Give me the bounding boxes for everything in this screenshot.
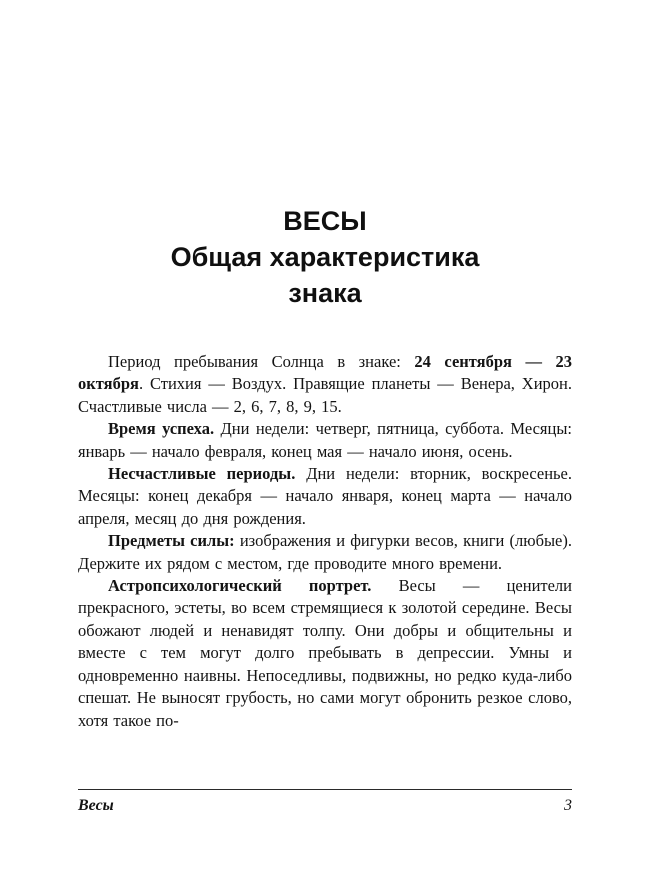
- paragraph-text-segment: Дни недели: четверг, пятница, суббота. Месяцы: январь — начало февраля, конец мая — начало июня, осень.: [78, 419, 572, 461]
- paragraph: [78, 575, 572, 732]
- running-title: Весы: [78, 797, 114, 814]
- page-number: 3: [564, 797, 572, 814]
- page-footer: [78, 789, 572, 815]
- paragraph-text-segment: Дни недели: вторник, воскресенье. Месяцы: конец декабря — начало января, конец марта — начало апреля, месяц до дня рождения.: [78, 464, 572, 528]
- title-line-1: ВЕСЫ: [283, 206, 367, 236]
- paragraph: [78, 530, 572, 575]
- paragraph: [78, 351, 572, 418]
- page-title: [78, 203, 572, 311]
- title-line-3: знака: [288, 278, 362, 308]
- paragraph-text-segment: Период пребывания Солнца в знаке:: [108, 352, 415, 371]
- paragraph-text-segment: изображения и фигурки весов, книги (любые). Держите их рядом с местом, где проводите много времени.: [78, 531, 572, 573]
- paragraph: [78, 418, 572, 463]
- paragraph-bold-segment: Астропсихологический портрет.: [108, 576, 372, 596]
- title-line-2: Общая характеристика: [170, 242, 480, 272]
- page-content: [78, 0, 572, 732]
- paragraph-text-segment: . Стихия — Воздух. Правящие планеты — Венера, Хирон. Счастливые числа — 2, 6, 7, 8, 9, 15.: [78, 374, 572, 416]
- paragraph-bold-segment: Предметы силы:: [108, 531, 235, 551]
- paragraph-text-segment: Весы — ценители прекрасного, эстеты, во всем стремящиеся к золотой середине. Весы обожают людей и ненавидят толпу. Они добры и общительны и вместе с тем могут долго пребывать в депрессии. Умны и одновременно наивны. Непоседливы, подвижны, но редко куда-либо спешат. Не выносят грубость, но сами могут обронить резкое слово, хотя такое по-: [78, 576, 572, 730]
- body-text: [78, 351, 572, 732]
- paragraph-bold-segment: Время успеха.: [108, 419, 215, 439]
- paragraph-bold-segment: 24 сентября — 23 октября: [78, 352, 572, 394]
- paragraph: [78, 463, 572, 530]
- paragraph-bold-segment: Несчастливые периоды.: [108, 464, 296, 484]
